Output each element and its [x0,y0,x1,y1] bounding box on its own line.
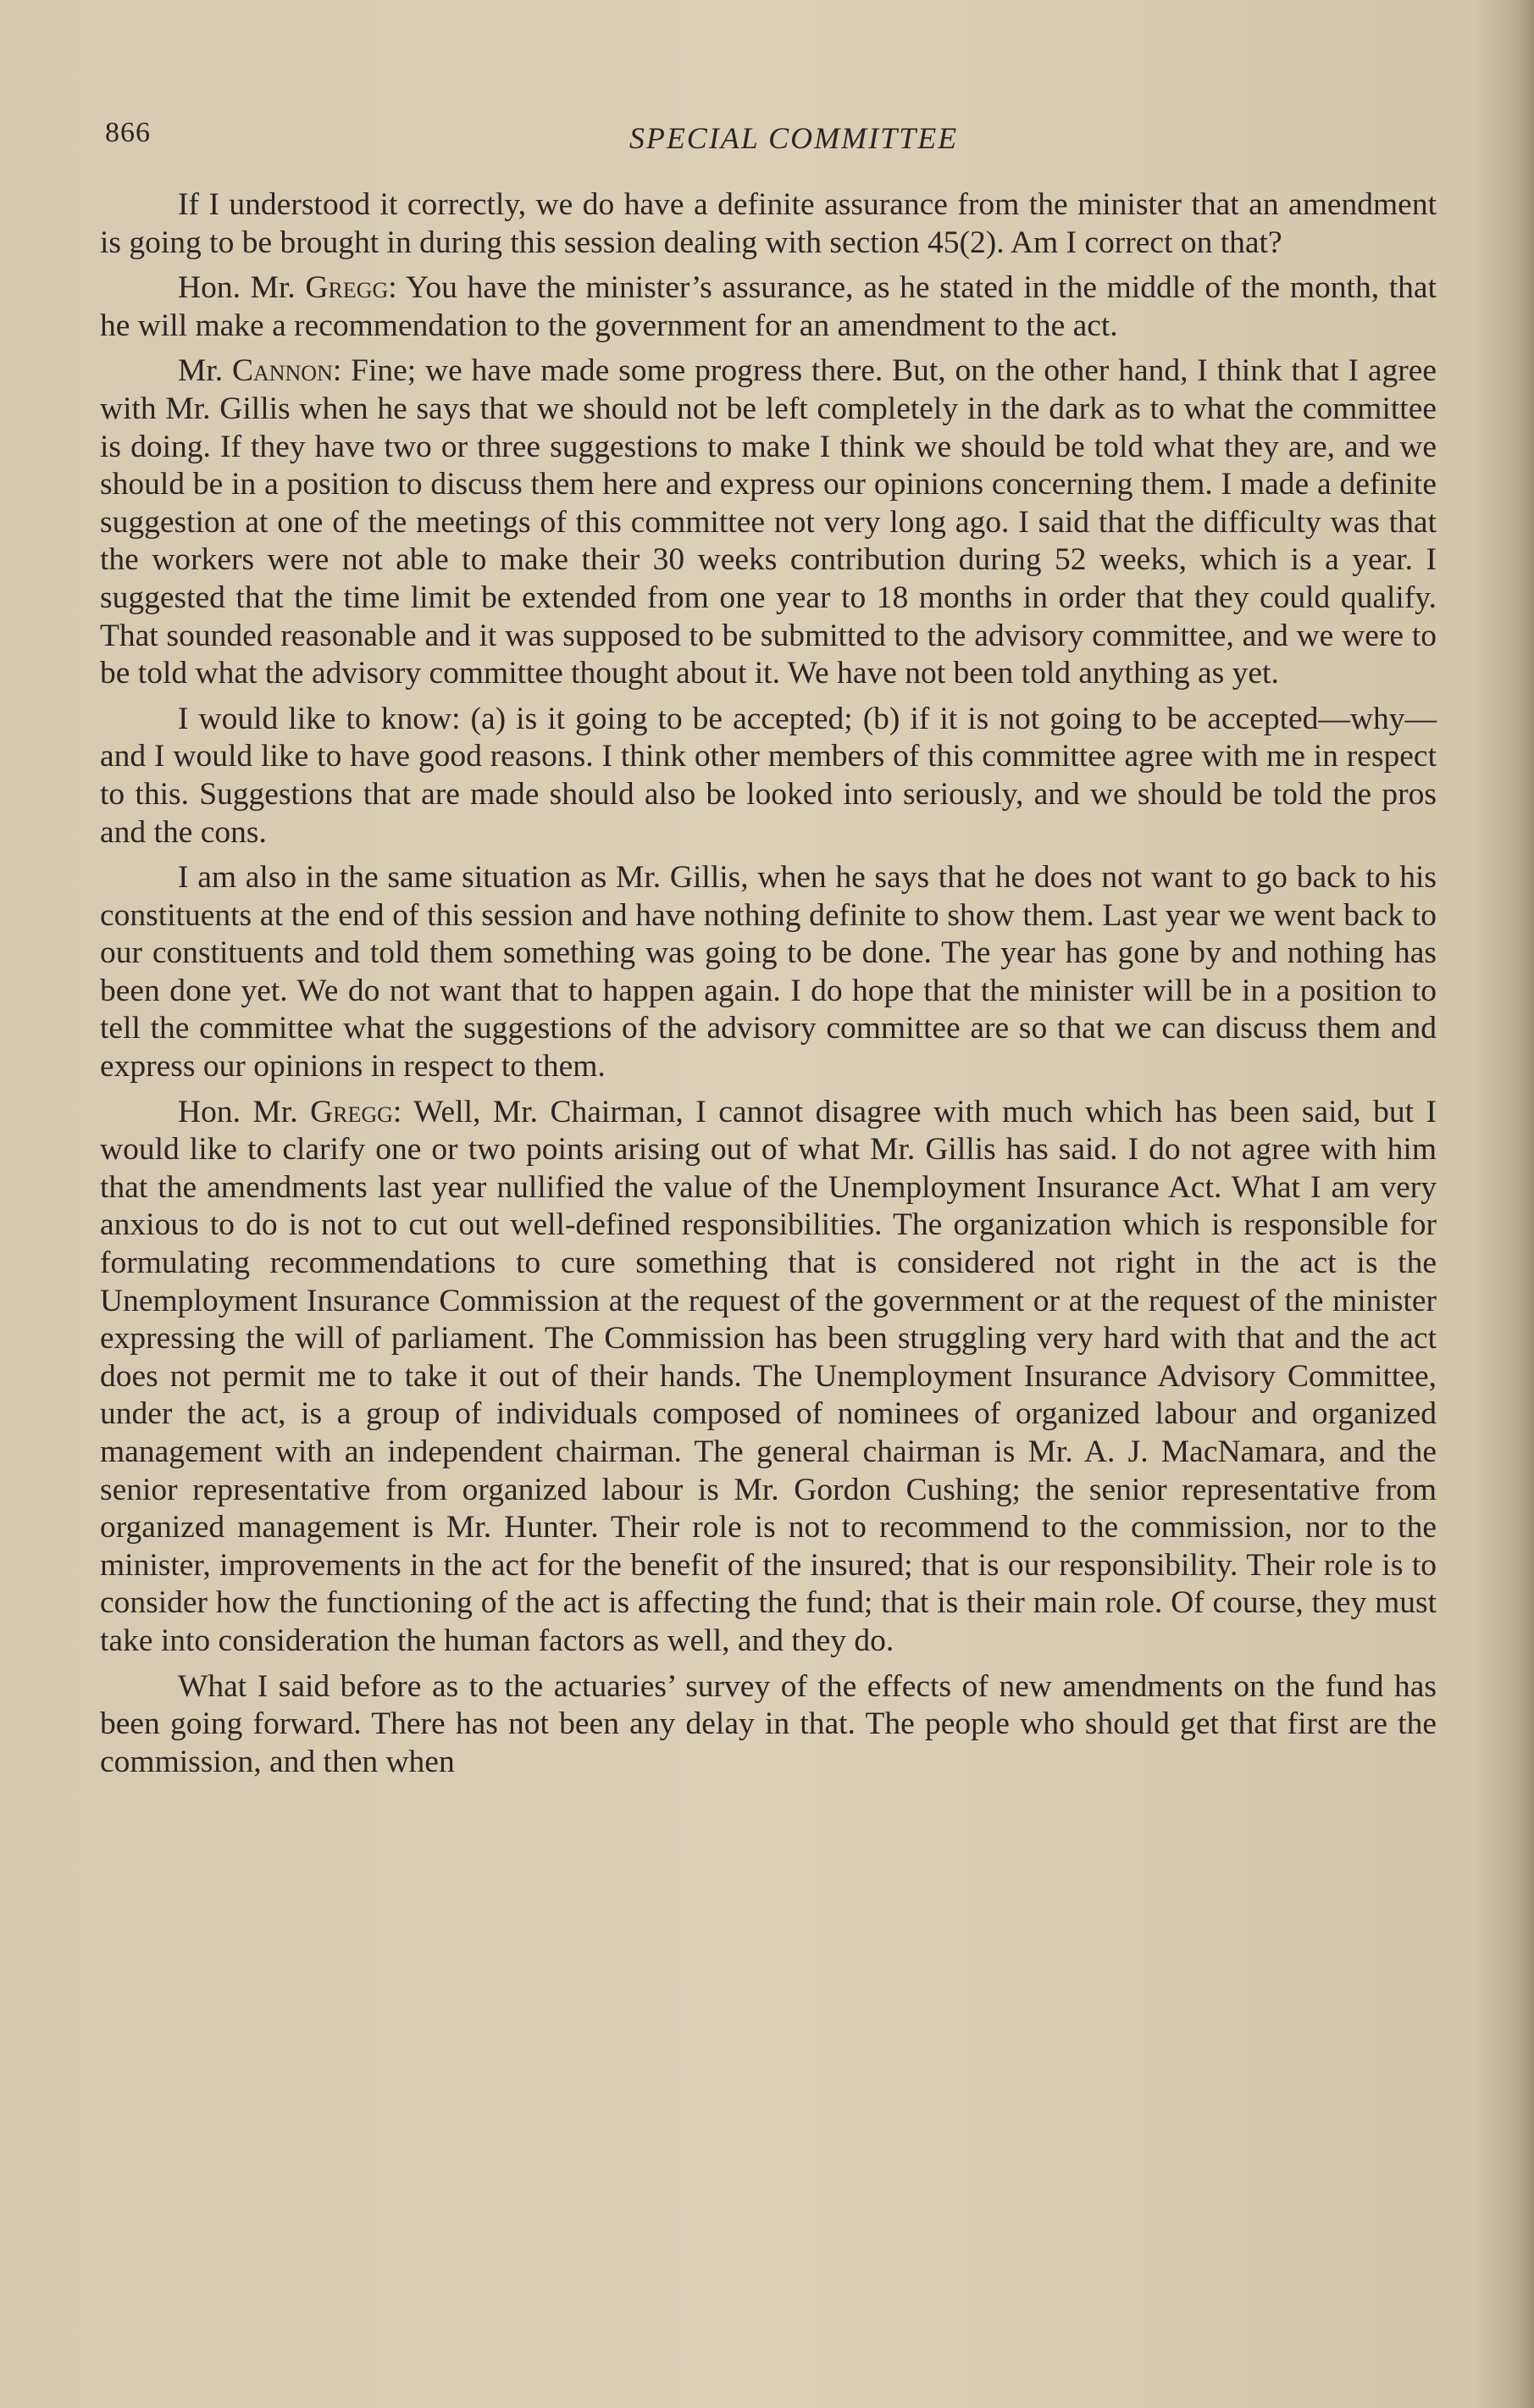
paragraph [100,859,1437,1086]
paragraph [100,352,1437,692]
paragraph [100,269,1437,345]
speaker-name: Cannon: [231,353,342,389]
paragraph-text: I am also in the same situation as Mr. Gillis, when he says that he does not want to go back to his constituents at the end of this session and have nothing definite to show them. Last year we went back to our constituents and told them something was going to be done. The year has gone by and nothing has been done yet. We do not want that to happen again. I do hope that the minister will be in a position to tell the committee what the suggestions of the advisory committee are so that we can discuss them and express our opinions in respect to them. [100,860,1437,1085]
speaker-prefix: Hon. Mr. [178,1094,311,1129]
speaker-prefix: Hon. Mr. [178,270,306,306]
page-header [105,117,1443,164]
page-number: 866 [105,117,151,148]
body-text [100,186,1437,1789]
speaker-name: Gregg: [305,270,397,306]
speaker-prefix: Mr. [178,353,232,389]
paragraph [100,701,1437,852]
paragraph [100,1094,1437,1661]
paragraph-text: You have the minister’s assurance, as he stated in the middle of the month, that he will make a recommendation to the government for an amendment to the act. [100,270,1437,343]
paragraph [100,186,1437,262]
paragraph [100,1668,1437,1782]
running-head: SPECIAL COMMITTEE [629,121,959,155]
paragraph-text: What I said before as to the actuaries’ survey of the effects of new amendments on the fund has been going forward. There has not been any delay in that. The people who should get that first are the commission, and then when [100,1668,1437,1779]
paragraph-text: Fine; we have made some progress there. But, on the other hand, I think that I agree with Mr. Gillis when he says that we should not be left completely in the dark as to what the committee is doing. If they have two or three suggestions to make I think we should be told what they are, and we should be in a position to discuss them here and express our opinions concerning them. I made a definite suggestion at one of the meetings of this committee not very long ago. I said that the difficulty was that the workers were not able to make their 30 weeks contribution during 52 weeks, which is a year. I suggested that the time limit be extended from one year to 18 months in order that they could qualify. That sounded reasonable and it was supposed to be submitted to the advisory committee, and we were to be told what the advisory committee thought about it. We have not been told anything as yet. [100,353,1437,691]
speaker-name: Gregg: [310,1094,402,1129]
paragraph-text: Well, Mr. Chairman, I cannot disagree with much which has been said, but I would like to clarify one or two points arising out of what Mr. Gillis has said. I do not agree with him that the amendments last year nullified the value of the Unemployment Insurance Act. What I am very anxious to do is not to cut out well-defined responsibilities. The organization which is responsible for formulating recommendations to cure something that is considered not right in the act is the Unemployment Insurance Commission at the request of the government or at the request of the minister expressing the will of parliament. The Commission has been struggling very hard with that and the act does not permit me to take it out of their hands. The Unemployment Insurance Advisory Committee, under the act, is a group of individuals composed of nominees of organized labour and organized management with an independent chairman. The general chairman is Mr. A. J. MacNamara, and the senior representative from organized labour is Mr. Gordon Cushing; the senior representative from organized management is Mr. Hunter. Their role is not to recommend to the commission, nor to the minister, improvements in the act for the benefit of the insured; that is our responsibility. Their role is to consider how the functioning of the act is affecting the fund; that is their main role. Of course, they must take into consideration the human factors as well, and they do. [100,1094,1437,1658]
paragraph-text: I would like to know: (a) is it going to be accepted; (b) if it is not going to be accepted—why—and I would like to have good reasons. I think other members of this committee agree with me in respect to this. Suggestions that are made should also be looked into seriously, and we should be told the pros and the cons. [100,701,1437,850]
paragraph-text: If I understood it correctly, we do have a definite assurance from the minister that an amendment is going to be brought in during this session dealing with section 45(2). Am I correct on that? [100,187,1437,260]
